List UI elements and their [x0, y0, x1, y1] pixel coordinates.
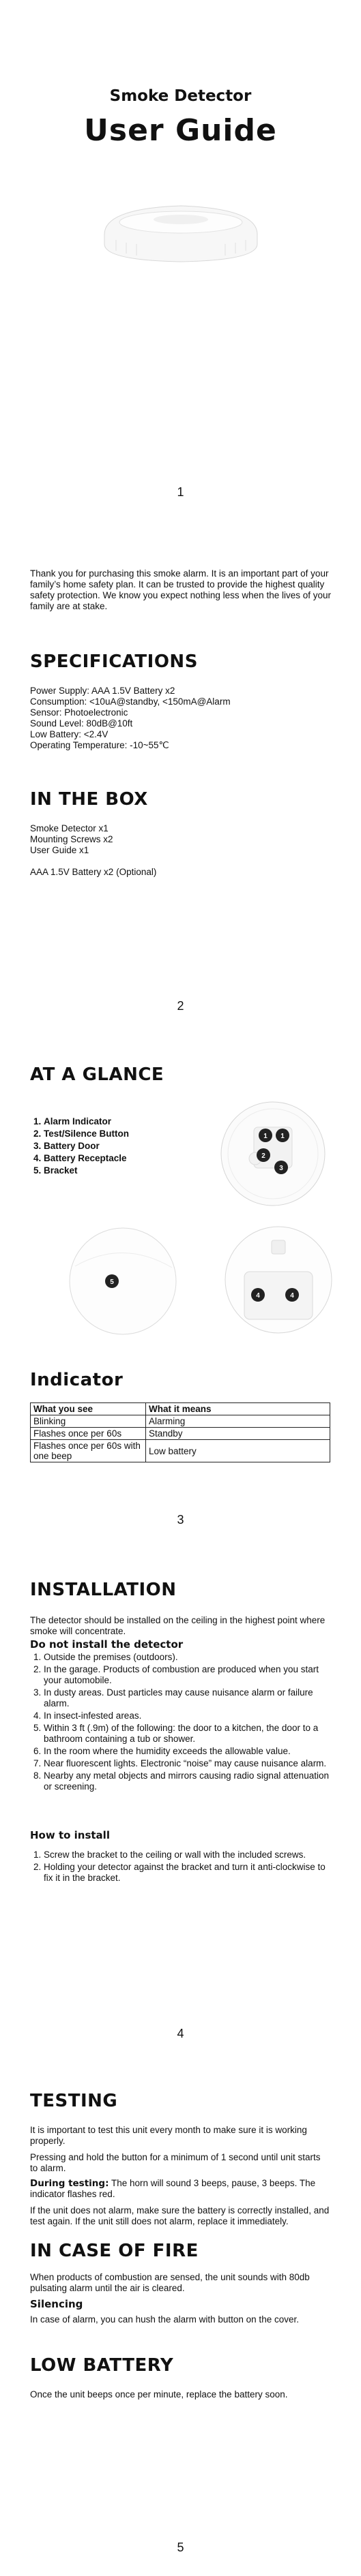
- do-not-install-heading: Do not install the detector: [30, 1638, 184, 1651]
- table-cell: Standby: [146, 1428, 330, 1440]
- page-number: 3: [177, 1513, 184, 1527]
- do-not-install-list: [30, 1652, 330, 1794]
- list-item: 1. Screw the bracket to the ceiling or wall with the included screws.: [44, 1850, 330, 1860]
- detector-side-diagram: [48, 1218, 212, 1340]
- spec-line: Power Supply: AAA 1.5V Battery x2: [30, 686, 175, 696]
- in-case-of-fire-heading: IN CASE OF FIRE: [30, 2241, 199, 2261]
- spec-line: Low Battery: <2.4V: [30, 729, 109, 739]
- how-to-install-list: [30, 1850, 330, 1885]
- table-cell: Blinking: [31, 1415, 146, 1428]
- list-item: 2. In the garage. Products of combustion are produced when you start your automobile.: [44, 1664, 330, 1686]
- table-cell: Alarming: [146, 1415, 330, 1428]
- glance-parts-list: [30, 1116, 201, 1178]
- document-title: Smoke Detector: [109, 87, 252, 105]
- page-number: 2: [177, 999, 184, 1013]
- table-cell: Low battery: [146, 1440, 330, 1462]
- callout-number: 1: [263, 1133, 268, 1140]
- table-header-row: [31, 1403, 330, 1415]
- fire-paragraph: When products of combustion are sensed, the unit sounds with 80db pulsating alarm until the air is cleared.: [30, 2272, 310, 2293]
- table-header-cell: What you see: [31, 1403, 146, 1415]
- page-number: 1: [177, 485, 184, 499]
- spec-line: Sound Level: 80dB@10ft: [30, 718, 133, 729]
- glance-item: 2. Test/Silence Button: [44, 1129, 201, 1139]
- callout-number: 5: [110, 1278, 114, 1286]
- installation-heading: INSTALLATION: [30, 1580, 177, 1600]
- glance-item: 1. Alarm Indicator: [44, 1116, 201, 1127]
- box-item: Mounting Screws x2: [30, 834, 113, 844]
- list-item: 1. Outside the premises (outdoors).: [44, 1652, 330, 1663]
- table-row: [31, 1428, 330, 1440]
- glance-item: 4. Battery Receptacle: [44, 1153, 201, 1164]
- glance-item: 3. Battery Door: [44, 1141, 201, 1152]
- page-number: 4: [177, 2027, 184, 2040]
- testing-paragraph: Pressing and hold the button for a minimum of 1 second until unit starts to alarm.: [30, 2152, 321, 2173]
- spec-line: Sensor: Photoelectronic: [30, 707, 128, 718]
- list-item: 2. Holding your detector against the bracket and turn it anti-clockwise to fix it in the bracket.: [44, 1862, 330, 1884]
- intro-paragraph: Thank you for purchasing this smoke alarm. It is an important part of your family’s home safety plan. It can be trusted to provide the highest quality safety protection. We know you expect nothing less when the lives of your family are at stake.: [30, 568, 331, 611]
- list-item: 8. Nearby any metal objects and mirrors causing radio signal attenuation or screening.: [44, 1770, 330, 1792]
- during-testing-text: The horn will sound 3 beeps, pause, 3 beeps. The indicator flashes red.: [30, 2178, 316, 2199]
- smoke-detector-image: [96, 195, 266, 270]
- box-item: User Guide x1: [30, 845, 89, 855]
- list-item: 5. Within 3 ft (.9m) of the following: the door to a kitchen, the door to a bathroom containing a tub or shower.: [44, 1723, 330, 1745]
- table-row: [31, 1415, 330, 1428]
- spec-line: Operating Temperature: -10~55℃: [30, 740, 169, 750]
- box-item: Smoke Detector x1: [30, 823, 109, 833]
- in-the-box-optional: AAA 1.5V Battery x2 (Optional): [30, 867, 157, 877]
- callout-number: 2: [261, 1152, 265, 1160]
- callout-number: 4: [256, 1292, 260, 1300]
- callout-number: 4: [290, 1292, 294, 1300]
- detector-open-diagram: [217, 1220, 340, 1340]
- callout-number: 1: [280, 1133, 285, 1140]
- document-subtitle: User Guide: [84, 113, 277, 148]
- at-a-glance-heading: AT A GLANCE: [30, 1064, 164, 1085]
- testing-paragraph: If the unit does not alarm, make sure the battery is correctly installed, and test again. If the unit still does not alarm, replace it immediately.: [30, 2205, 330, 2226]
- testing-paragraph: [30, 2178, 330, 2200]
- detector-top-diagram: [205, 1096, 341, 1212]
- testing-paragraph: It is important to test this unit every month to make sure it is working properly.: [30, 2125, 307, 2146]
- callout-number: 3: [279, 1165, 283, 1172]
- how-to-install-heading: How to install: [30, 1829, 110, 1841]
- during-testing-label: During testing:: [30, 2178, 109, 2189]
- list-item: 6. In the room where the humidity exceeds the allowable value.: [44, 1746, 330, 1757]
- table-header-cell: What it means: [146, 1403, 330, 1415]
- low-battery-heading: LOW BATTERY: [30, 2355, 174, 2376]
- table-cell: Flashes once per 60s: [31, 1428, 146, 1440]
- spec-line: Consumption: <10uA@standby, <150mA@Alarm: [30, 696, 231, 707]
- indicator-heading: Indicator: [30, 1370, 124, 1390]
- low-battery-paragraph: Once the unit beeps once per minute, replace the battery soon.: [30, 2389, 288, 2399]
- in-the-box-list: [30, 823, 330, 856]
- in-the-box-heading: IN THE BOX: [30, 789, 148, 810]
- specifications-list: [30, 686, 330, 751]
- testing-heading: TESTING: [30, 2091, 118, 2111]
- list-item: 4. In insect-infested areas.: [44, 1711, 330, 1721]
- specifications-heading: SPECIFICATIONS: [30, 651, 198, 672]
- installation-intro: The detector should be installed on the ceiling in the highest point where smoke will concentrate.: [30, 1615, 326, 1636]
- glance-item: 5. Bracket: [44, 1165, 201, 1176]
- list-item: 3. In dusty areas. Dust particles may cause nuisance alarm or failure alarm.: [44, 1687, 330, 1709]
- page-number: 5: [177, 2541, 184, 2554]
- list-item: 7. Near fluorescent lights. Electronic “noise” may cause nuisance alarm.: [44, 1758, 330, 1769]
- silencing-heading: Silencing: [30, 2298, 83, 2310]
- table-cell: Flashes once per 60s with one beep: [31, 1440, 146, 1462]
- silencing-paragraph: In case of alarm, you can hush the alarm with button on the cover.: [30, 2314, 299, 2325]
- table-row: [31, 1440, 330, 1462]
- indicator-table: [30, 1402, 330, 1462]
